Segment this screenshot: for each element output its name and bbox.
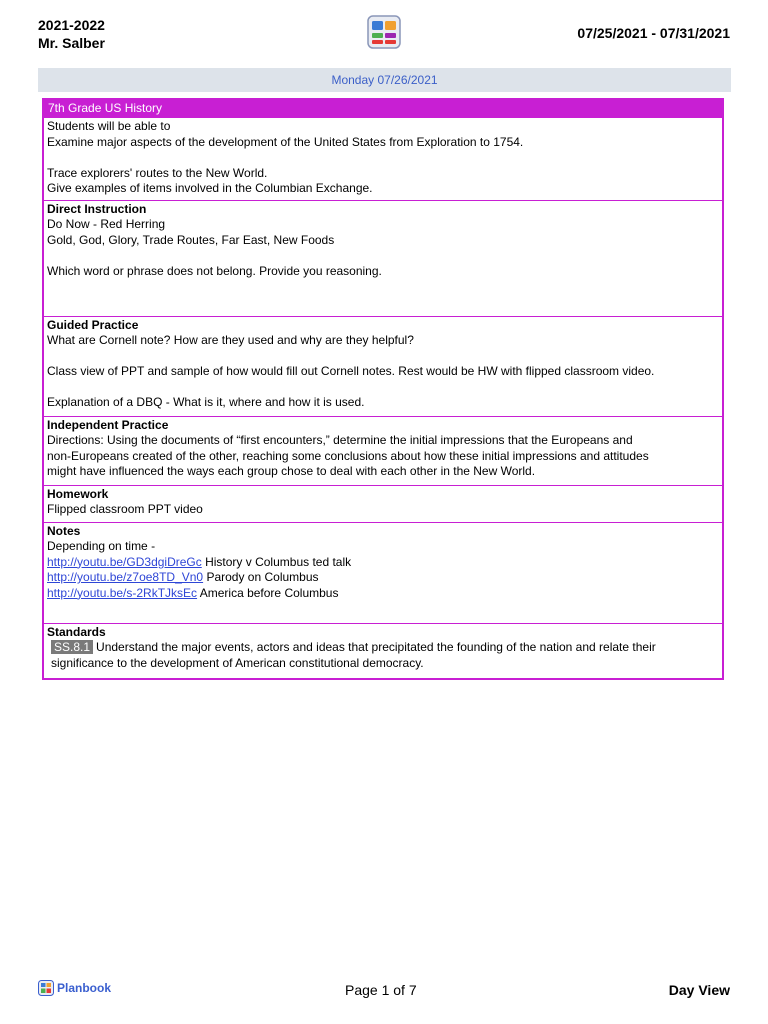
section-heading: Direct Instruction	[47, 202, 147, 216]
link-description: America before Columbus	[197, 585, 339, 600]
video-link[interactable]: http://youtu.be/z7oe8TD_Vn0	[47, 570, 204, 585]
content-line: Directions: Using the documents of “first encounters,” determine the initial impressions that the Europeans and	[47, 433, 633, 447]
page-number: Page 1 of 7	[345, 982, 417, 998]
objective-line	[47, 150, 719, 166]
section-heading: Homework	[47, 487, 109, 501]
content-line: What are Cornell note? How are they used and why are they helpful?	[47, 333, 414, 347]
footer-brand[interactable]	[38, 980, 111, 996]
class-title: 7th Grade US History	[44, 100, 722, 117]
link-description: History v Columbus ted talk	[201, 554, 352, 569]
school-year: 2021-2022	[38, 17, 105, 33]
objective-line: Give examples of items involved in the Columbian Exchange.	[47, 181, 373, 196]
lesson-card	[42, 98, 724, 680]
guided-practice-section	[44, 316, 722, 416]
notes-link-row	[47, 586, 719, 602]
homework-section	[44, 485, 722, 522]
standard-line: significance to the development of American constitutional democracy.	[51, 655, 424, 670]
standard-line	[47, 640, 719, 656]
content-line	[47, 248, 719, 264]
content-line: might have influenced the ways each group chose to deal with each other in the New World.	[47, 464, 536, 479]
video-link[interactable]: http://youtu.be/s-2RkTJksEc	[47, 585, 198, 600]
objective-line: Trace explorers' routes to the New World.	[47, 165, 268, 180]
objective-line: Examine major aspects of the development of the United States from Exploration to 1754.	[47, 134, 524, 149]
section-heading: Independent Practice	[47, 418, 169, 432]
content-line: Do Now - Red Herring	[47, 217, 166, 231]
link-description: Parody on Columbus	[203, 570, 319, 585]
standards-section	[44, 623, 722, 681]
planbook-small-icon	[38, 980, 54, 996]
view-mode: Day View	[668, 982, 730, 998]
content-line: Gold, God, Glory, Trade Routes, Far East, New Foods	[47, 232, 335, 247]
independent-practice-section	[44, 416, 722, 485]
planbook-logo-icon	[367, 15, 401, 49]
section-heading: Guided Practice	[47, 318, 139, 332]
date-range: 07/25/2021 - 07/31/2021	[577, 25, 730, 41]
section-heading: Standards	[47, 625, 106, 639]
section-heading: Notes	[47, 524, 81, 538]
brand-name: Planbook	[57, 981, 112, 995]
standard-code-badge[interactable]: SS.8.1	[51, 640, 93, 654]
direct-instruction-section	[44, 200, 722, 316]
notes-link-row	[47, 555, 719, 571]
content-line: Which word or phrase does not belong. Provide you reasoning.	[47, 263, 382, 278]
notes-intro: Depending on time -	[47, 539, 156, 553]
video-link[interactable]: http://youtu.be/GD3dgiDreGc	[47, 554, 202, 569]
teacher-name: Mr. Salber	[38, 35, 105, 51]
notes-section	[44, 522, 722, 623]
objectives-section	[44, 117, 722, 200]
content-line: Class view of PPT and sample of how would fill out Cornell notes. Rest would be HW with flipped classroom video.	[47, 364, 655, 379]
content-line: Flipped classroom PPT video	[47, 502, 203, 516]
header-info	[38, 16, 105, 52]
content-line	[47, 380, 719, 396]
notes-link-row	[47, 570, 719, 586]
content-line: Explanation of a DBQ - What is it, where and how it is used.	[47, 395, 365, 410]
day-title-bar: Monday 07/26/2021	[38, 68, 731, 92]
content-line: non-Europeans created of the other, reaching some conclusions about how these initial impressions and attitudes	[47, 448, 649, 463]
standard-text: Understand the major events, actors and ideas that precipitated the founding of the nation and relate their	[96, 640, 656, 654]
objective-line: Students will be able to	[47, 119, 171, 133]
content-line	[47, 349, 719, 365]
